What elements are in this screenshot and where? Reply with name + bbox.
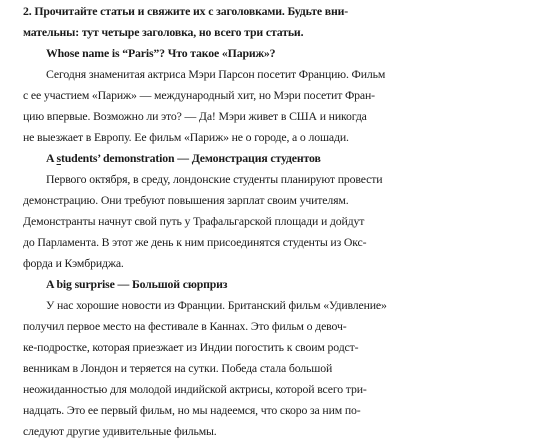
- article-3-heading: A big surprise — Большой сюрприз: [46, 277, 228, 291]
- article-2-line: Первого октября, в среду, лондонские студенты планируют провести: [46, 172, 383, 186]
- article-2-heading-underlined-letter: s: [56, 151, 61, 165]
- article-2-line: демонстрацию. Они требуют повышения зарплат своим учителям.: [23, 193, 349, 207]
- task-instruction-line-1: [0, 1, 550, 22]
- article-2-line: Демонстранты начнут свой путь у Трафальгарской площади и дойдут: [23, 214, 365, 228]
- article-3-line: У нас хорошие новости из Франции. Британский фильм «Удивление»: [46, 298, 387, 312]
- article-3-line: надцать. Это ее первый фильм, но мы надеемся, что скоро за ним по-: [23, 403, 361, 417]
- article-2-heading-post: tudents’ demonstration — Демонстрация студентов: [60, 151, 321, 165]
- task-number: 2.: [23, 4, 32, 18]
- article-3-line: ке-подростке, которая приезжает из Индии погостить к своим родст-: [23, 340, 359, 354]
- article-1-line: Сегодня знаменитая актриса Мэри Парсон посетит Францию. Фильм: [46, 67, 386, 81]
- article-2-heading: [0, 148, 550, 169]
- article-1-line: не выезжает в Европу. Ее фильм «Париж» не о городе, а о лошади.: [23, 130, 349, 144]
- article-3-line: получил первое место на фестивале в Каннах. Это фильм о девоч-: [23, 319, 347, 333]
- task-instruction-line-2: мательны: тут четыре заголовка, но всего три статьи.: [23, 25, 304, 39]
- task-instruction-text: Прочитайте статьи и свяжите их с заголовками. Будьте вни-: [34, 4, 349, 18]
- article-2-line: до Парламента. В этот же день к ним присоединятся студенты из Окс-: [23, 235, 367, 249]
- article-1-line: с ее участием «Париж» — международный хит, но Мэри посетит Фран-: [23, 88, 375, 102]
- article-3-line: венникам в Лондон и теряется на сутки. Победа стала большой: [23, 361, 333, 375]
- article-3-line: следуют другие удивительные фильмы.: [23, 424, 217, 438]
- article-2-line: форда и Кэмбриджа.: [23, 256, 124, 270]
- article-1-line: цию впервые. Возможно ли это? — Да! Мэри живет в США и никогда: [23, 109, 367, 123]
- article-2-heading-pre: A: [46, 151, 57, 165]
- article-3-line: неожиданностью для молодой индийской актрисы, которой всего три-: [23, 382, 367, 396]
- article-1-heading: Whose name is “Paris”? Что такое «Париж»?: [46, 46, 276, 60]
